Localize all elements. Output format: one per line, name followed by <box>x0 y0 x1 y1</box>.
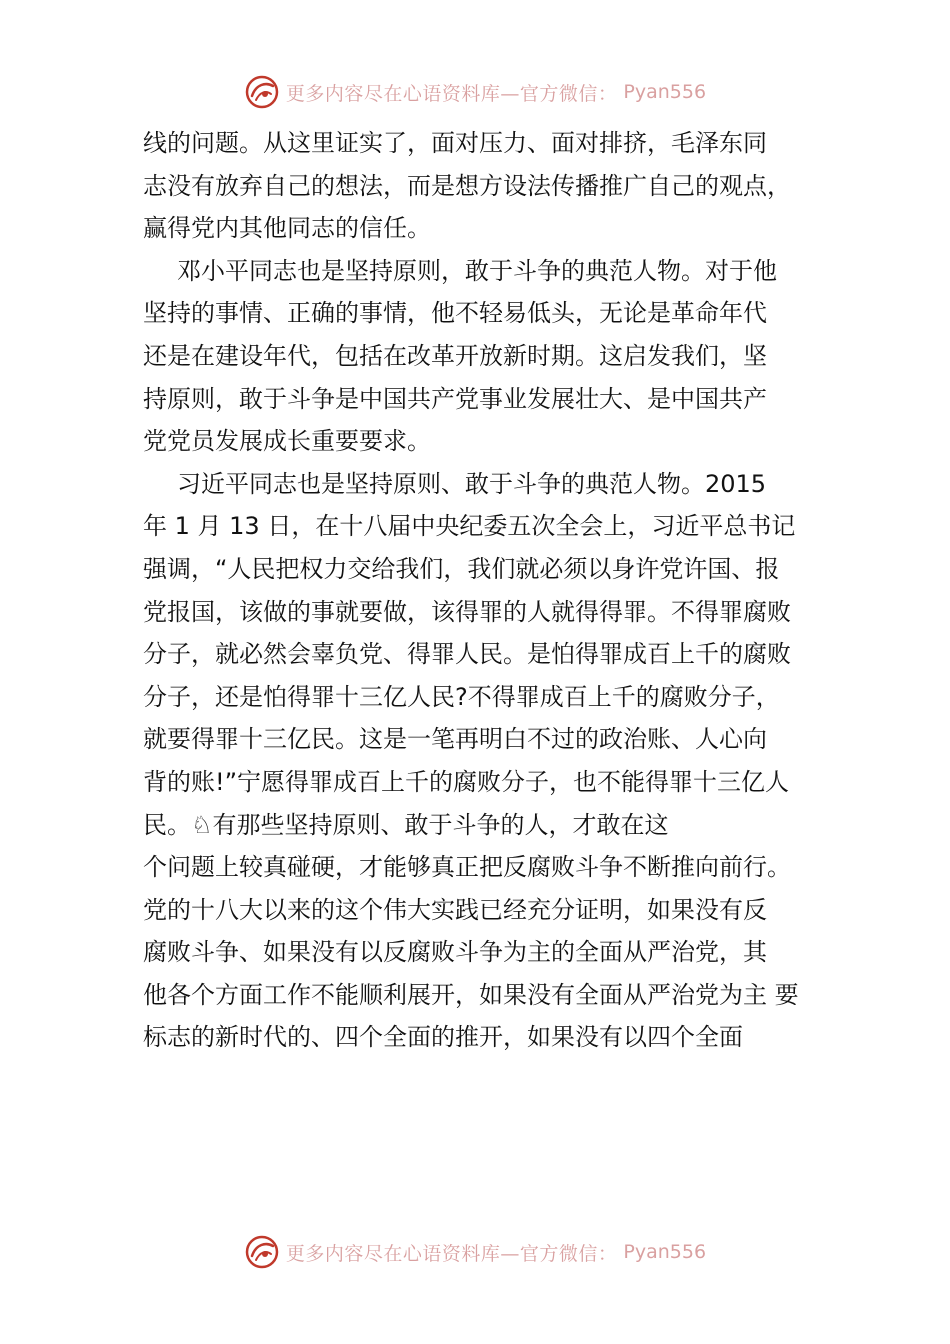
body-line: 他各个方面工作不能顺利展开，如果没有全面从严治党为主 要 <box>143 980 799 1009</box>
body-line: 强调，“人民把权力交给我们，我们就必须以身许党许国、报 <box>143 554 780 583</box>
logo-icon <box>244 74 280 110</box>
body-line: 党的十八大以来的这个伟大实践已经充分证明，如果没有反 <box>143 895 767 924</box>
header-banner-text: 更多内容尽在心语资料库—官方微信： <box>285 82 618 105</box>
body-line: 分子，就必然会辜负党、得罪人民。是怕得罪成百上千的腐败 <box>143 640 791 669</box>
footer-banner-handle: Pyan556 <box>623 1241 707 1263</box>
body-line: 腐败斗争、如果没有以反腐败斗争为主的全面从严治党，其 <box>143 938 767 967</box>
body-line: 邓小平同志也是坚持原则，敢于斗争的典范人物。对于他 <box>177 256 777 285</box>
document-body <box>143 122 843 1059</box>
body-line: 坚持的事情、正确的事情，他不轻易低头，无论是革命年代 <box>143 299 767 328</box>
footer-banner <box>0 1232 950 1272</box>
body-line: 分子，还是怕得罪十三亿人民?不得罪成百上千的腐败分子， <box>143 682 780 711</box>
body-line: 赢得党内其他同志的信任。 <box>143 214 431 243</box>
body-line: 习近平同志也是坚持原则、敢于斗争的典范人物。2015 <box>177 469 767 498</box>
body-line: 个问题上较真碰硬，才能够真正把反腐败斗争不断推向前行。 <box>143 853 791 882</box>
body-line: 志没有放弃自己的想法，而是想方设法传播推广自己的观点， <box>143 171 791 200</box>
body-line: 标志的新时代的、四个全面的推开，如果没有以四个全面 <box>143 1023 743 1052</box>
body-line: 党报国，该做的事就要做，该得罪的人就得得罪。不得罪腐败 <box>143 597 791 626</box>
body-line: 背的账!”宁愿得罪成百上千的腐败分子，也不能得罪十三亿人 <box>143 767 790 796</box>
header-banner <box>0 72 950 112</box>
logo-icon <box>244 1234 280 1270</box>
body-line: 年 1 月 13 日，在十八届中央纪委五次全会上，习近平总书记 <box>143 512 796 541</box>
body-line: 持原则，敢于斗争是中国共产党事业发展壮大、是中国共产 <box>143 384 767 413</box>
body-line: 民。♘有那些坚持原则、敢于斗争的人，才敢在这 <box>143 810 669 839</box>
body-line: 还是在建设年代，包括在改革开放新时期。这启发我们，坚 <box>143 341 767 370</box>
footer-banner-text: 更多内容尽在心语资料库—官方微信： <box>285 1242 618 1265</box>
header-banner-handle: Pyan556 <box>623 81 707 103</box>
body-line: 线的问题。从这里证实了，面对压力、面对排挤，毛泽东同 <box>143 129 767 157</box>
body-line: 就要得罪十三亿民。这是一笔再明白不过的政治账、人心向 <box>143 725 767 754</box>
body-line: 党党员发展成长重要要求。 <box>143 427 431 456</box>
